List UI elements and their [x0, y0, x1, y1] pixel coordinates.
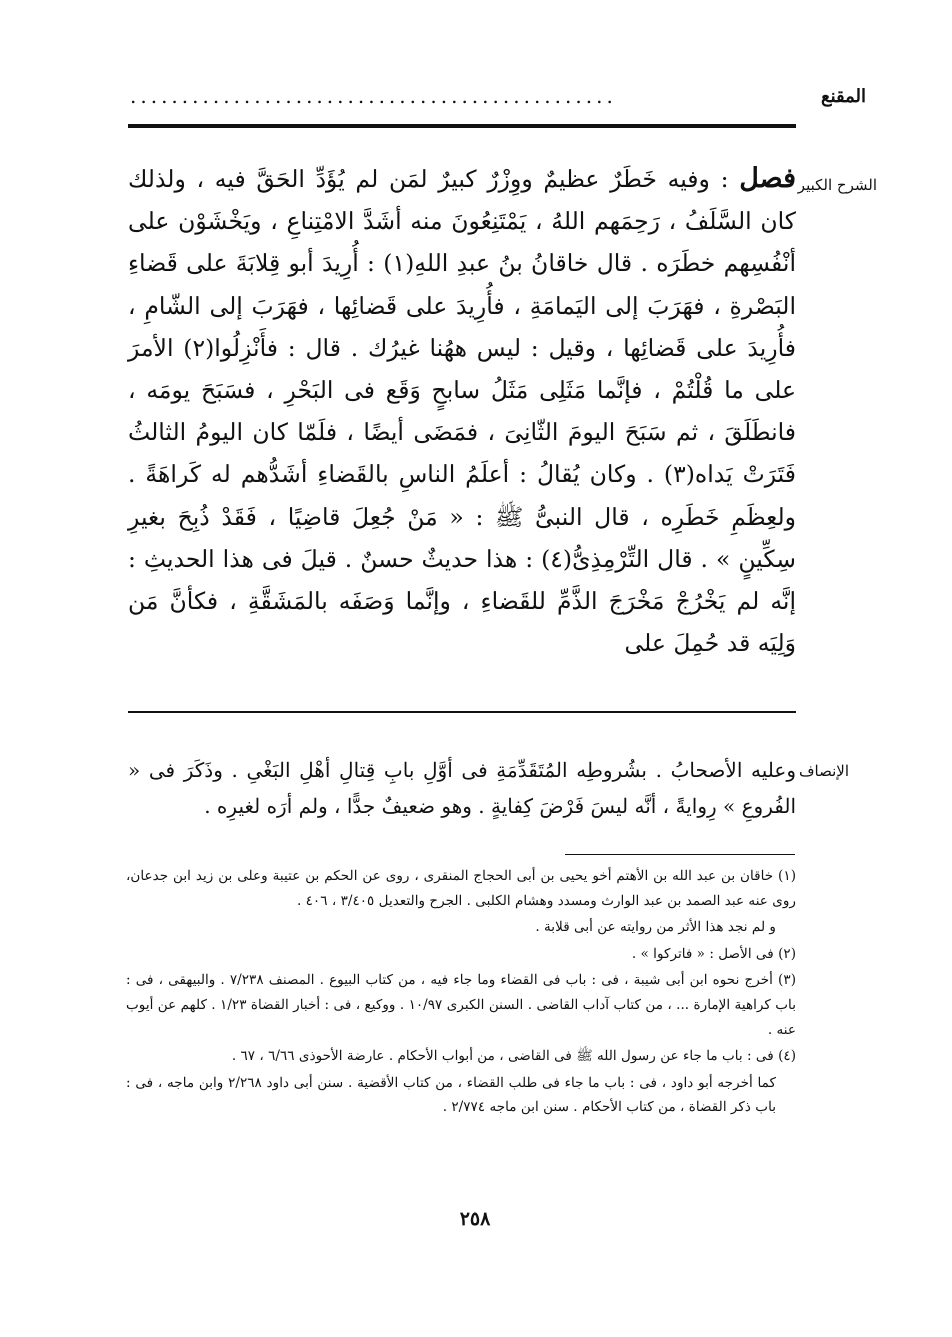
header-rule [128, 124, 796, 128]
footnote-2: (٢) فى الأصل : « فاتركوا » . [631, 945, 796, 962]
sharh-text: : وفيه خَطَرٌ عظيمٌ ووِزْرٌ كبيرٌ لمَن لم يُؤَدِّ الحَقَّ فيه ، ولذلك كان السَّلَفُ ، رَحِمَهم اللهُ ، يَمْتَنِعُونَ منه أشَدَّ الامْتِناعِ ، ويَخْشَوْن على أنْفُسِهم خطَرَه . قال خاقانُ بنُ عبدِ اللهِ(١) : أُرِيدَ أبو قِلابَةَ على قَضاءِ البَصْرةِ ، فهَرَبَ إلى اليَمامَةِ ، فأُرِيدَ على قَضائِها ، فهَرَبَ إلى الشّامِ ، فأُرِيدَ على قَضائِها ، وقيل : ليس ههُنا غيرُك . قال : فأَنْزِلُوا(٢) الأمرَ على ما قُلْتُمْ ، فإنَّما مَثَلِى مَثَلُ سابحٍ وَقَع فى البَحْرِ ، فسَبَحَ يومَه ، فانطَلَقَ ، ثم سَبَحَ اليومَ الثّانِىَ ، فمَضَى أيضًا ، فلَمّا كان اليومُ الثالثُ فَتَرَتْ يَداه(٣) . وكان يُقالُ : أعلَمُ الناسِ بالقَضاءِ أشَدُّهم له كَراهَةً . ولعِظَمِ خَطَرِه ، قال النبىُّ ﷺ : « مَنْ جُعِلَ قاضِيًا ، فَقَدْ ذُبِحَ بغيرِ سِكِّينٍ » . قال التِّرْمِذِىُّ(٤) : هذا حديثٌ حسنٌ . قيلَ فى هذا الحديثِ : إنَّه لم يَخْرُجْ مَخْرَجَ الذَّمِّ للقَضاءِ ، وإنَّما وَصَفَه بالمَشَقَّةِ ، فكأنَّ مَن وَلِيَه قد حُمِلَ على [128, 165, 796, 658]
footnote-1: (١) خاقان بن عبد الله بن الأهتم أخو يحيى بن أبى الحجاج المنقرى ، روى عن الحكم بن عتيبة وعلى بن زيد ابن جدعان، روى عنه عبد الصمد بن عبد الوارث ومسدد وهشام الكلبى . الجرح والتعديل ٣/٤٠٥ ، ٤٠٦ . [126, 868, 796, 909]
footnote-rule [565, 854, 795, 855]
footnote-4: (٤) فى : باب ما جاء عن رسول الله ﷺ فى القاضى ، من أبواب الأحكام . عارضة الأحوذى ٦/٦٦ ، ٦٧ . [231, 1048, 796, 1065]
footnote-3: (٣) أخرج نحوه ابن أبى شيبة ، فى : باب فى القضاء وما جاء فيه ، من كتاب البيوع . المصنف ٧/٢٣٨ . والبيهقى ، فى : باب كراهية الإمارة ... ، من كتاب آداب القاضى . السنن الكبرى ١٠/٩٧ . ووكيع ، فى : أخبار القضاة ١/٢٣ . كلهم عن أيوب عنه . [126, 972, 796, 1038]
section-heading-fasl: فصل [739, 163, 796, 194]
footnotes [126, 864, 796, 1122]
section-label-insaf: الإنصاف [798, 762, 849, 780]
sharh-body [128, 158, 796, 664]
section-label-sharh: الشرح الكبير [797, 176, 877, 194]
page-number: ٢٥٨ [459, 1208, 491, 1230]
header-dotted-leader: ............................................... [130, 84, 617, 108]
footnote-1-note: و لم نجد هذا الأثر من روايته عن أبى قلابة . [535, 919, 776, 936]
footnote-4-cont: كما أخرجه أبو داود ، فى : باب ما جاء فى طلب القضاء ، من كتاب الأقضية . سنن أبى داود ٢/٢٦٨ وابن ماجه ، فى : باب ذكر القضاة ، من كتاب الأحكام . سنن ابن ماجه ٢/٧٧٤ . [126, 1074, 776, 1116]
section-divider [128, 711, 796, 713]
insaf-body: وعليه الأصحابُ . بشُروطِه المُتَقَدِّمَةِ فى أوَّلِ بابِ قِتالِ أهْلِ البَغْىِ . وذَكَرَ فى « الفُروعِ » رِوايةً ، أنَّه ليسَ فَرْضَ كِفايةٍ . وهو ضعيفٌ جدًّا ، ولم أرَه لغيرِه . [128, 758, 796, 818]
book-title: المقنع [820, 86, 866, 107]
